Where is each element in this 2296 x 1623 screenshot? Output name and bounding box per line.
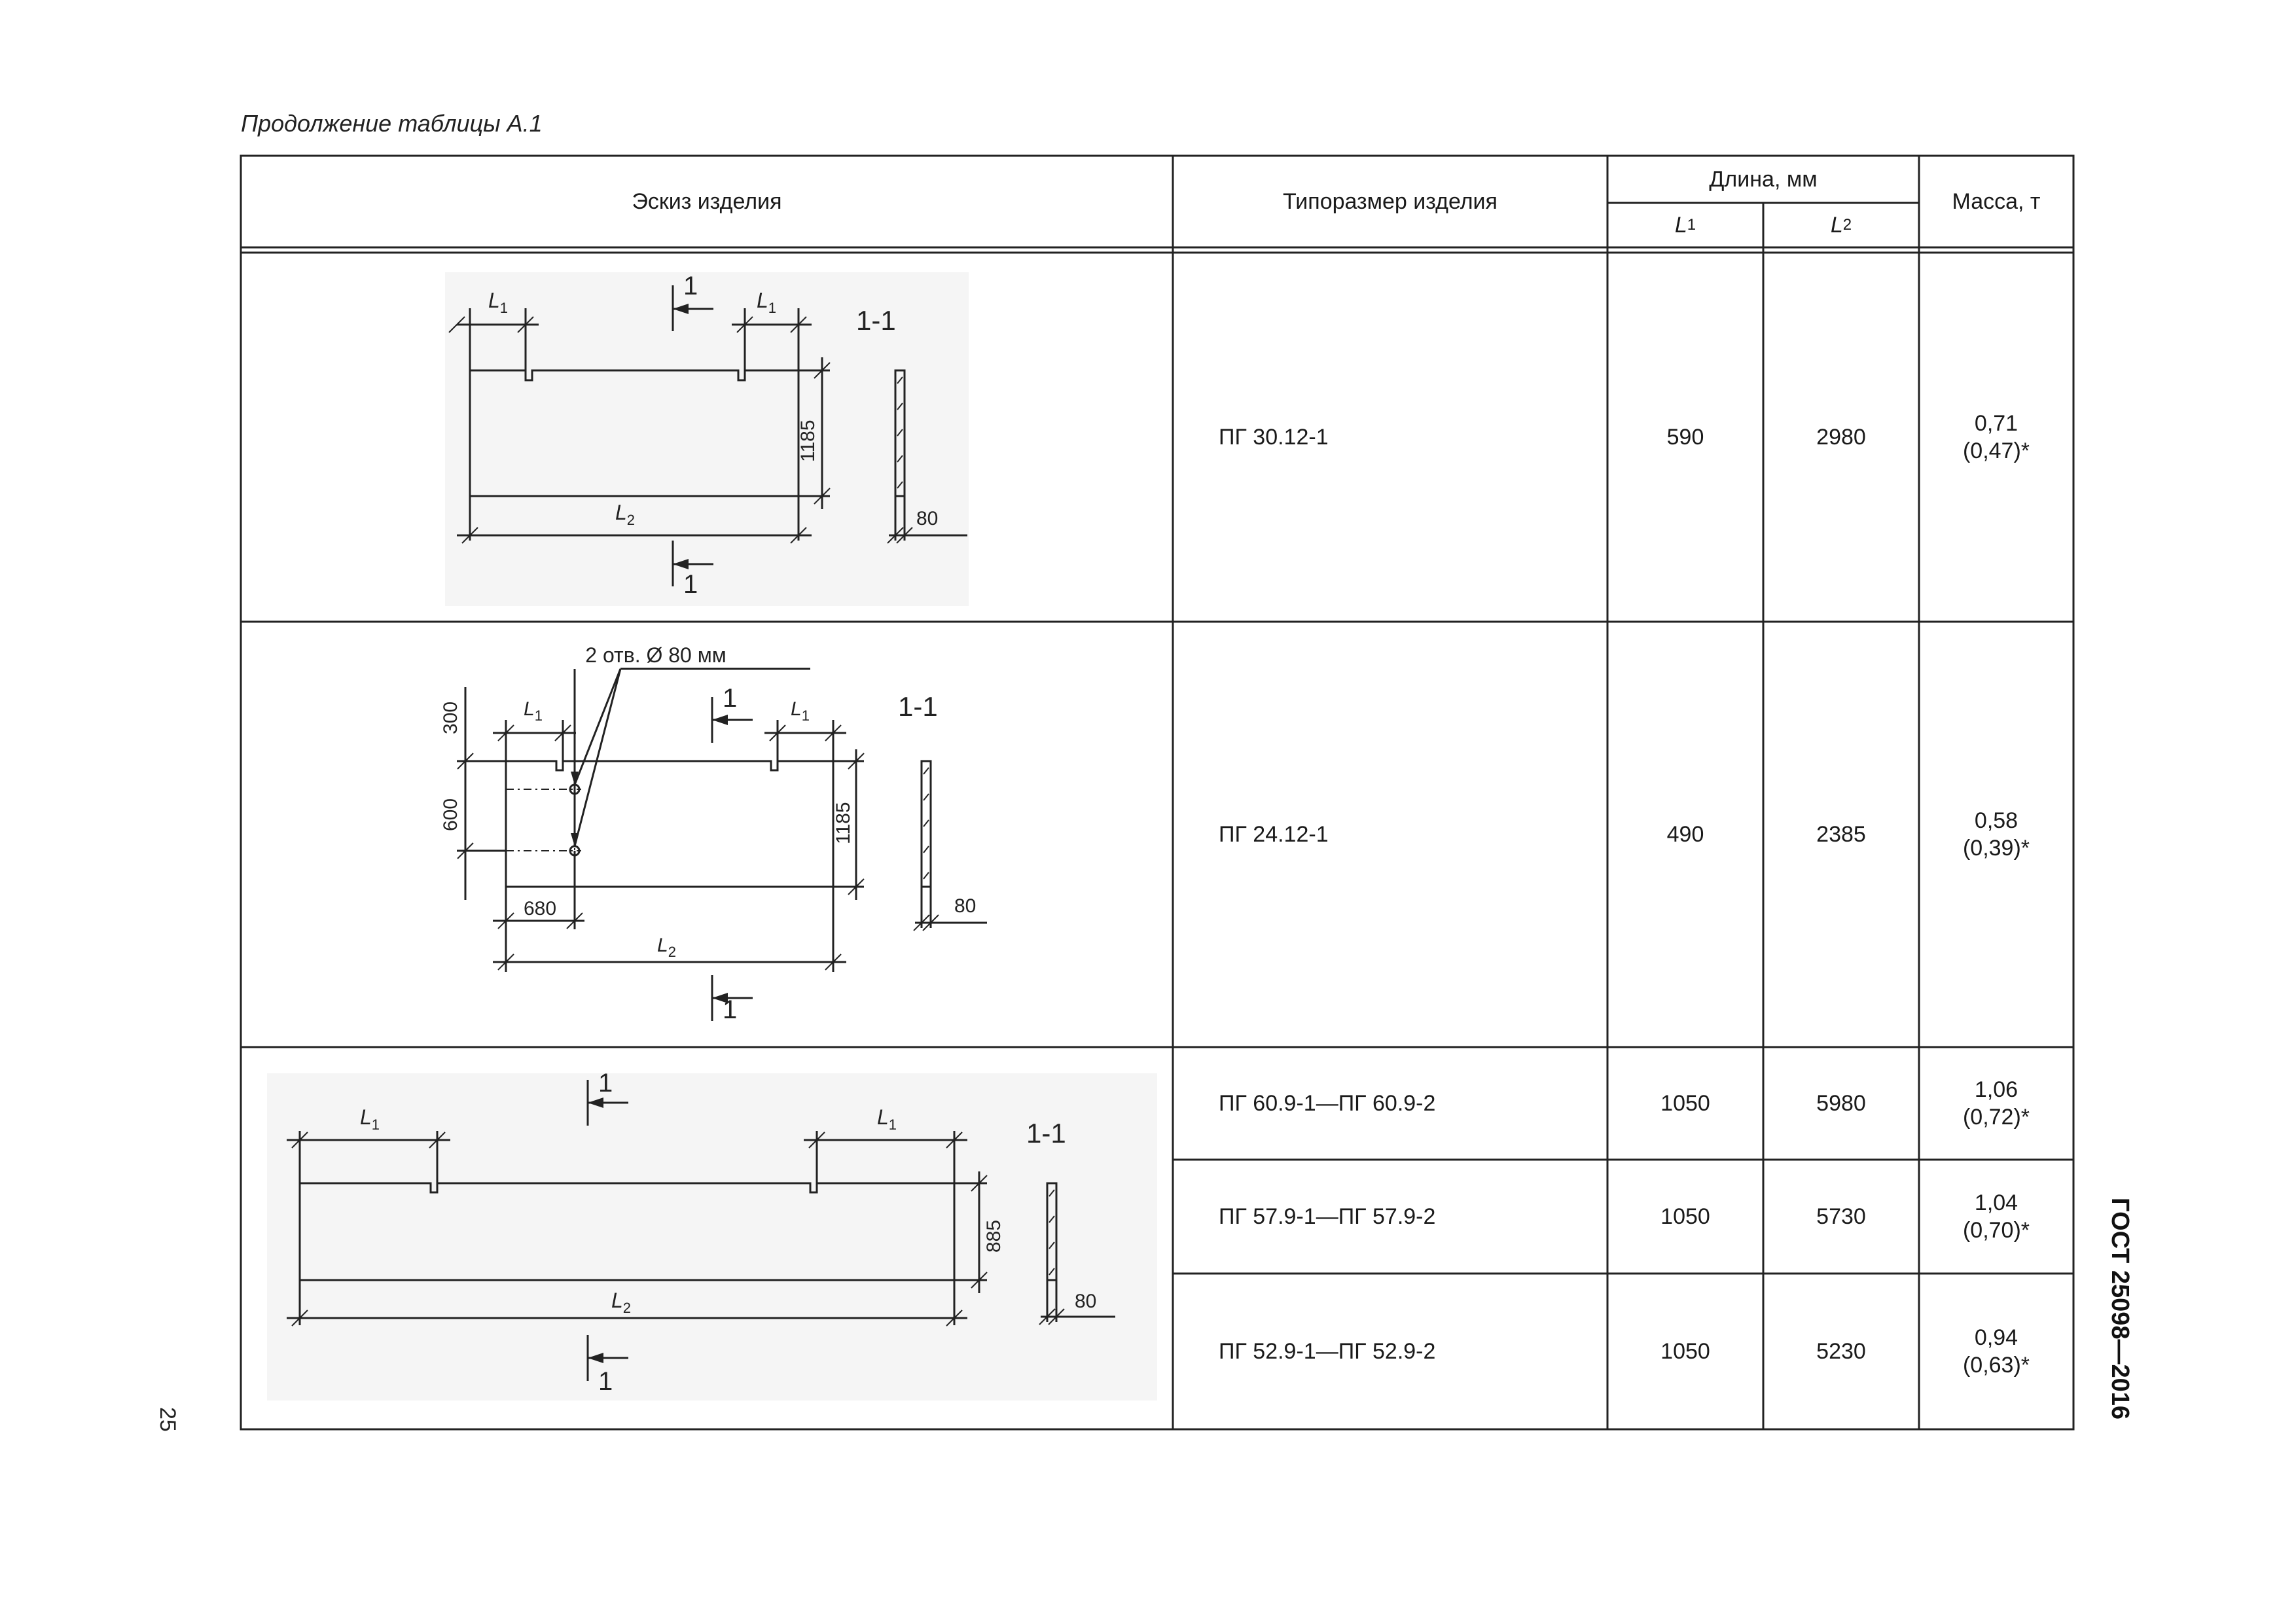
section-label: 1-1 (856, 305, 896, 336)
table-row-1-l1: 590 (1666, 424, 1704, 450)
table-row-3-mass (1919, 1047, 2073, 1160)
dim-l1-left: $L_1$ (524, 698, 543, 724)
section-label: 1-1 (1026, 1118, 1066, 1149)
header-l2 (1763, 203, 1919, 247)
section-mark-bottom: 1 (683, 570, 698, 599)
dim-thickness: 80 (916, 508, 939, 529)
header-l2-base: L (1830, 212, 1843, 238)
table-row-5-l2: 5230 (1816, 1338, 1866, 1364)
dim-height: 1185 (833, 802, 854, 844)
dim-l1-right: $L_1$ (757, 289, 777, 316)
header-length: Длина, мм (1709, 166, 1818, 192)
section-mark-top: 1 (723, 684, 738, 713)
table-caption: Продолжение таблицы А.1 (241, 110, 543, 137)
mass-value: 0,71 (1974, 410, 2018, 436)
table-row-4-mass (1919, 1160, 2073, 1274)
dim-l1-right: $L_1$ (877, 1105, 897, 1133)
standard-title: ГОСТ 25098—2016 (2106, 1198, 2134, 1420)
header-l1-sub: 1 (1687, 216, 1696, 234)
dim-600: 600 (440, 798, 461, 831)
dim-l2: $L_2$ (615, 501, 636, 528)
section-mark-bottom: 1 (723, 995, 738, 1024)
table-row-3-type: ПГ 60.9-1—ПГ 60.9-2 (1219, 1090, 1436, 1116)
section-mark-top: 1 (598, 1069, 613, 1097)
mass-alt-value: (0,72)* (1962, 1105, 2030, 1130)
sketch-pg-30-12 (241, 253, 1173, 622)
mass-alt-value: (0,47)* (1962, 438, 2030, 463)
mass-value: 1,06 (1974, 1077, 2018, 1102)
sketch-pg-24-12 (241, 622, 1173, 1047)
sketch-pg-60-9 (241, 1047, 1173, 1429)
dim-thickness: 80 (1075, 1291, 1097, 1312)
page-number: 25 (155, 1407, 180, 1432)
mass-value: 0,94 (1974, 1325, 2018, 1350)
table-row-1-l2: 2980 (1816, 424, 1866, 450)
header-l2-sub: 2 (1842, 216, 1852, 234)
header-type: Типоразмер изделия (1283, 188, 1498, 214)
mass-value: 0,58 (1974, 808, 2018, 833)
dim-thickness: 80 (954, 895, 977, 917)
table-row-4-type: ПГ 57.9-1—ПГ 57.9-2 (1219, 1204, 1436, 1229)
table-row-2-l2: 2385 (1816, 821, 1866, 847)
dim-l1-left: $L_1$ (360, 1105, 380, 1133)
table-row-5-type: ПГ 52.9-1—ПГ 52.9-2 (1219, 1338, 1436, 1364)
dim-l2: $L_2$ (657, 935, 676, 960)
section-mark-top: 1 (683, 272, 698, 300)
table-row-3-l1: 1050 (1660, 1090, 1710, 1116)
mass-value: 1,04 (1974, 1190, 2018, 1215)
header-mass: Масса, т (1952, 188, 2041, 214)
table-row-2-mass (1919, 622, 2073, 1047)
dim-l1-left: $L_1$ (488, 289, 509, 316)
mass-alt-value: (0,39)* (1962, 836, 2030, 861)
dim-height: 1185 (797, 419, 819, 462)
dim-l1-right: $L_1$ (791, 698, 810, 724)
table-row-2-l1: 490 (1666, 821, 1704, 847)
table-row-5-mass (1919, 1274, 2073, 1429)
table-row-4-l2: 5730 (1816, 1204, 1866, 1229)
section-mark-bottom: 1 (598, 1367, 613, 1396)
table-row-1-type: ПГ 30.12-1 (1219, 424, 1329, 450)
header-l1 (1607, 203, 1763, 247)
table-row-1-mass (1919, 253, 2073, 622)
header-sketch: Эскиз изделия (632, 188, 782, 214)
dim-300: 300 (440, 701, 461, 734)
header-l1-base: L (1674, 212, 1687, 238)
dim-l2: $L_2$ (611, 1289, 632, 1316)
table-row-2-type: ПГ 24.12-1 (1219, 821, 1329, 847)
table-row-4-l1: 1050 (1660, 1204, 1710, 1229)
table-row-5-l1: 1050 (1660, 1338, 1710, 1364)
table-row-3-l2: 5980 (1816, 1090, 1866, 1116)
section-label: 1-1 (898, 691, 938, 722)
dim-height: 885 (983, 1219, 1005, 1253)
mass-alt-value: (0,70)* (1962, 1218, 2030, 1243)
dim-680: 680 (524, 898, 557, 919)
mass-alt-value: (0,63)* (1962, 1353, 2030, 1378)
holes-note: 2 отв. Ø 80 мм (585, 643, 726, 667)
